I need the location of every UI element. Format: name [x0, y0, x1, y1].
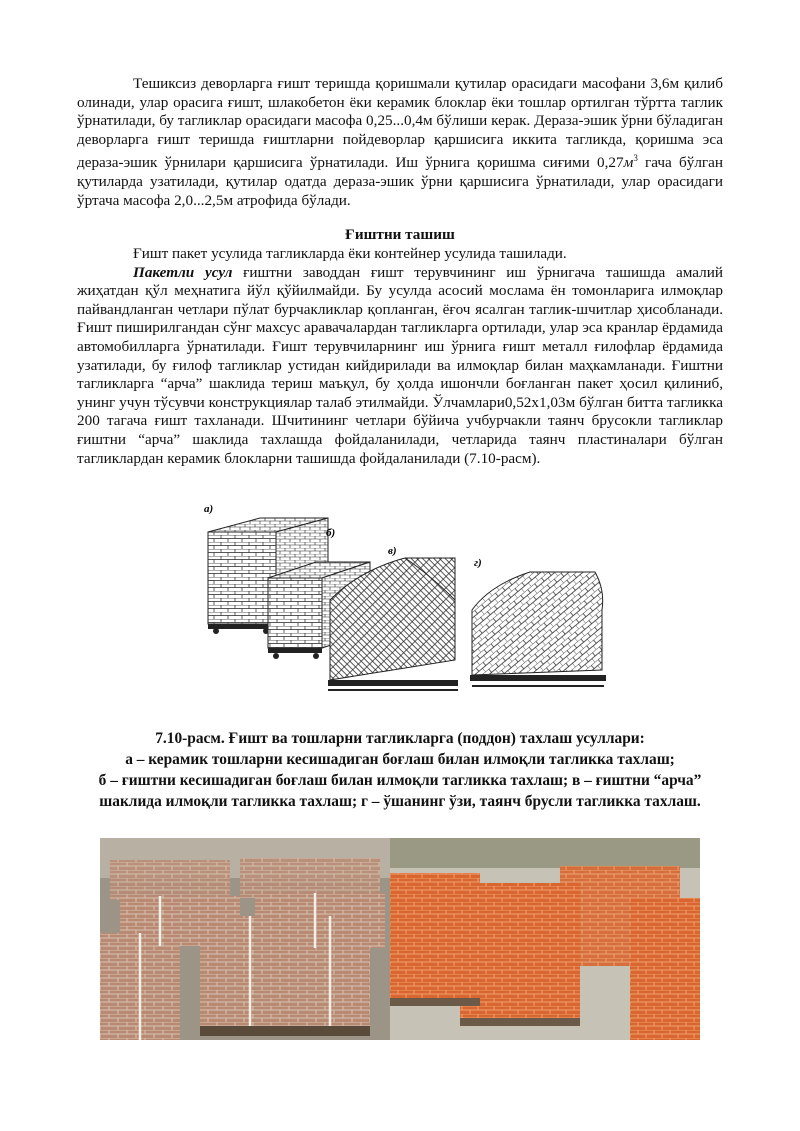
caption-line-1: 7.10-расм. Ғишт ва тошларни тагликларга (поддон) тахлаш усуллари: [155, 730, 645, 747]
section-body [77, 245, 723, 468]
caption-line-2: а – керамик тошларни кесишадиган боғлаш билан илмоқли тагликка тахлаш; [125, 751, 675, 768]
brick-pallet-photos [100, 838, 700, 1040]
unit-symbol: м [623, 154, 634, 172]
package-method-text: ғиштни заводдан ғишт терувчининг иш ўрнигача ташишда амалий жиҳатдан қўл меҳнатига йўл қўйилмайди. Бу усулда асосий мослама ён томонларига илмоқлар пайвандланган четлари пўлат бурчакликлар қопланган, ёғоч ясалган таглик-шчитлар ҳисобланади. Ғишт пиширилгандан сўнг махсус аравачалардан тагликларга ортилади, улар эса кранлар ёрдамида автомобилларга ўрнатилади. Ғишт терувчиларнинг иш ўрнига ғишт металл ғилофлар ёрдамида узатилади, бу ғилоф тагликлар устидан кийдирилади ва илмоқлар билан маҳкамланади. Ғиштни тагликларга “арча” шаклида териш маъқул, бу ҳолда ишончли боғланган пакет ҳосил қилиниб, унинг учун тўсувчи конструкциялар талаб этилмайди. Ўлчамлари0,52х1,03м бўлган битта тагликка 200 тагача ғишт тахланади. Шчитининг четлари бўйича учбурчакли таянч брусокли тагликлар ғиштни “арча” шаклида тахлашда фойдаланилади, четларида таянч пластиналари бўлган тагликлардан керамик блокларни ташишда фойдаланилади (7.10-расм). [77, 263, 723, 467]
figure-label-g: г) [474, 557, 482, 569]
figure-caption [77, 728, 723, 812]
paragraph-package-method [77, 264, 723, 469]
photo-wrapped-pallets [100, 838, 390, 1040]
paragraph-1-part1: Тешиксиз деворларга ғишт теришда қоришмали қутилар орасидаги масофани 3,6м қилиб олинади, улар орасига ғишт, шлакобетон ёки керамик блоклар ёки тошлар ортилган тўртта таглик ўрнатилади, бу тагликлар орасидаги масофа 0,25...0,4м бўлиши керак. Дераза-эшик ўрни бўладиган деворларга ғишт теришда ғиштларни пойдеворлар қаршисига иккита тагликда, қоришма эса дераза-эшик ўрнилари қаршисига ўрнатилади. Иш ўрнига қоришма сиғими 0,27 [77, 75, 723, 172]
caption-line-4: шаклида илмоқли тагликка тахлаш; г – ўшанинг ўзи, таянч брусли тагликка тахлаш. [99, 793, 701, 810]
paragraph-mortar-boxes [77, 75, 723, 210]
stack-g-drawing [470, 572, 606, 686]
paragraph-transport-methods: Ғишт пакет усулида тагликларда ёки контейнер усулида ташилади. [133, 245, 567, 262]
figure-label-v: в) [388, 545, 397, 557]
paragraph-1-part2: гача бўлган қутиларда узатилади, қутилар одатда дераза-эшик ўрни қаршисига ўрнатилади, улар орасидаги ўртача масофа 2,0...2,5м атрофида бўлади. [77, 154, 723, 209]
photo-red-brick-pallets [390, 838, 700, 1040]
unit-power: 3 [633, 153, 638, 164]
brick-stacking-figure [200, 500, 620, 700]
figure-label-b: б) [326, 527, 336, 539]
package-method-term: Пакетли усул [133, 263, 233, 281]
figure-label-a: а) [204, 503, 214, 515]
caption-line-3: б – ғиштни кесишадиган боғлаш билан илмоқли тагликка тахлаш; в – ғиштни “арча” [98, 772, 702, 789]
section-heading: Ғиштни ташиш [345, 226, 455, 243]
